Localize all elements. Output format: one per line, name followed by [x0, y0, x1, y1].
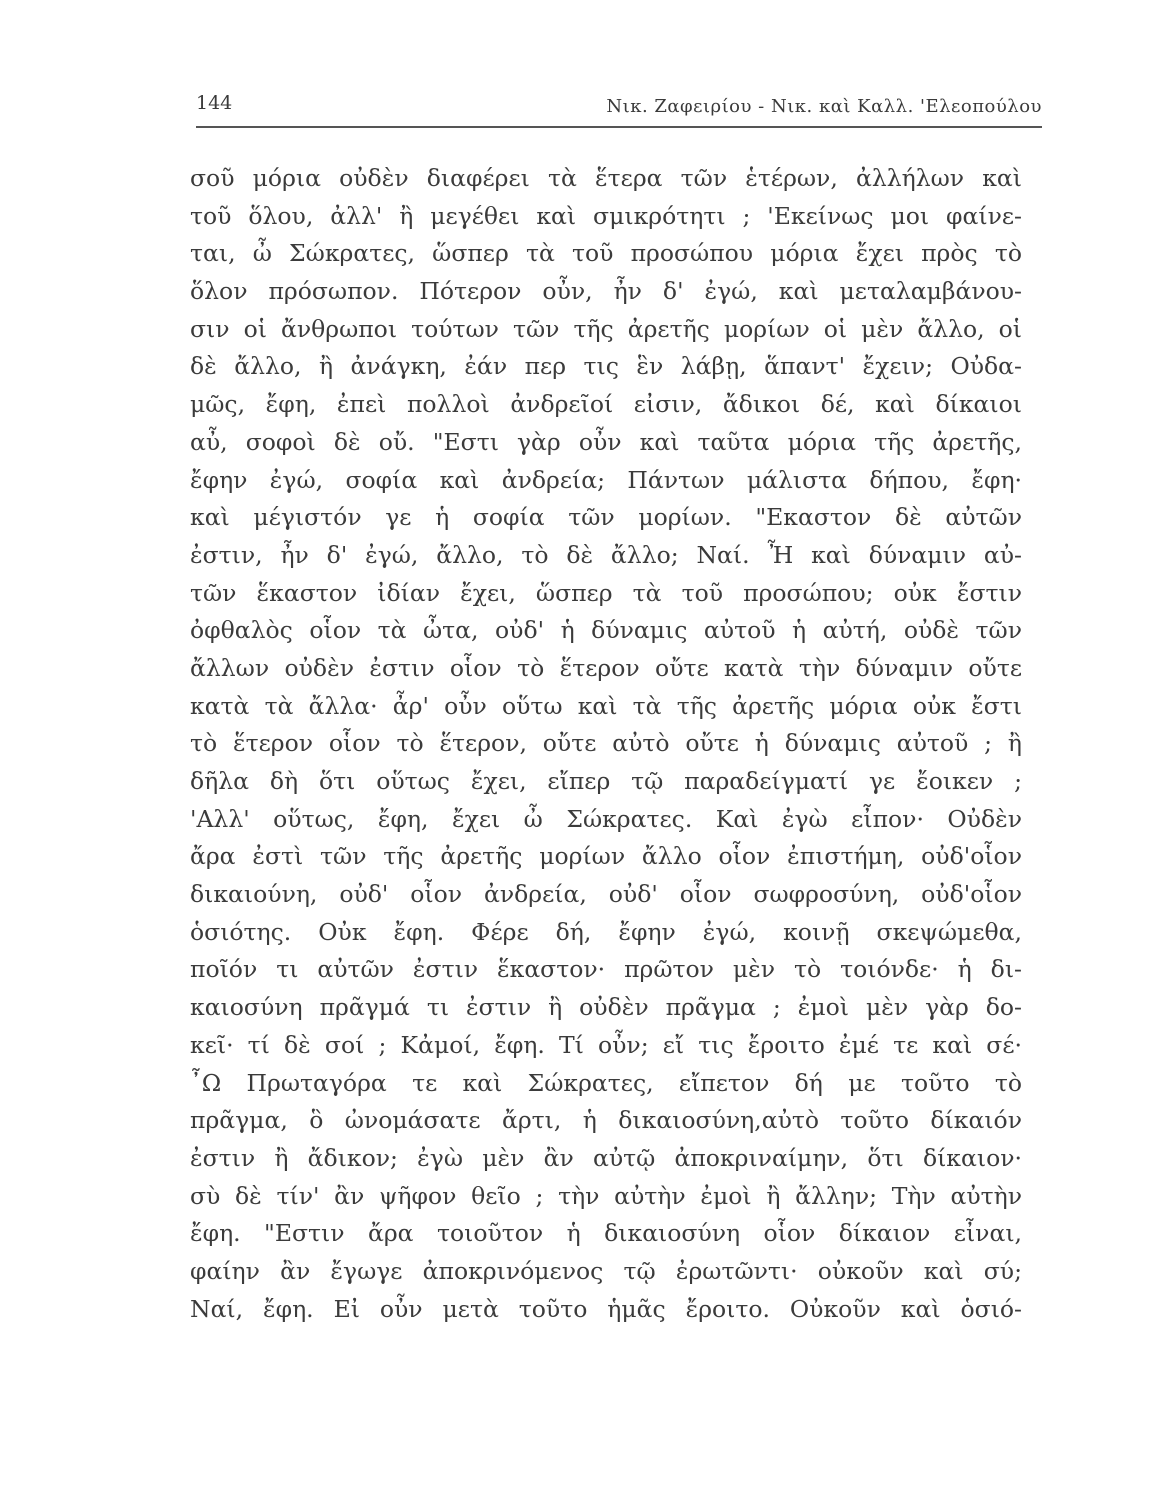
text-line: ἔφη. "Εστιν ἄρα τοιοῦτον ἡ δικαιοσύνη οἷον δίκαιον εἶναι,	[190, 1219, 1022, 1248]
text-line: σιν οἱ ἄνθρωποι τούτων τῶν τῆς ἀρετῆς μορίων οἱ μὲν ἄλλο, οἱ	[190, 314, 1022, 343]
text-line: καὶ μέγιστόν γε ἡ σοφία τῶν μορίων. "Εκαστον δὲ αὐτῶν	[190, 503, 1022, 532]
text-line: δὲ ἄλλο, ἢ ἀνάγκη, ἐάν περ τις ἓν λάβῃ, ἅπαντ' ἔχειν; Οὐδα-	[190, 352, 1022, 381]
text-line: ὁσιότης. Οὐκ ἔφη. Φέρε δή, ἔφην ἐγώ, κοινῇ σκεψώμεθα,	[190, 917, 1022, 946]
text-line: φαίην ἂν ἔγωγε ἀποκρινόμενος τῷ ἐρωτῶντι· οὐκοῦν καὶ σύ;	[190, 1256, 1022, 1285]
text-line: κεῖ· τί δὲ σοί ; Κἀμοί, ἔφη. Τί οὖν; εἴ τις ἔροιτο ἐμέ τε καὶ σέ·	[190, 1030, 1022, 1059]
text-line: μῶς, ἔφη, ἐπεὶ πολλοὶ ἀνδρεῖοί εἰσιν, ἄδικοι δέ, καὶ δίκαιοι	[190, 390, 1022, 419]
page-number: 144	[196, 92, 233, 114]
text-line: δῆλα δὴ ὅτι οὕτως ἔχει, εἴπερ τῷ παραδείγματί γε ἔοικεν ;	[190, 767, 1022, 795]
page-header	[196, 90, 1042, 120]
text-line: δικαιούνη, οὐδ' οἷον ἀνδρεία, οὐδ' οἷον σωφροσύνη, οὐδ'οἷον	[190, 880, 1022, 909]
text-line: ῏Ω Πρωταγόρα τε καὶ Σώκρατες, εἴπετον δή με τοῦτο τὸ	[190, 1068, 1022, 1097]
text-line: ποῖόν τι αὐτῶν ἐστιν ἕκαστον· πρῶτον μὲν τὸ τοιόνδε· ἡ δι-	[190, 955, 1022, 984]
body-text	[190, 160, 1022, 1328]
text-line: ἄρα ἐστὶ τῶν τῆς ἀρετῆς μορίων ἄλλο οἷον ἐπιστήμη, οὐδ'οἷον	[190, 842, 1022, 871]
text-line: τῶν ἕκαστον ἰδίαν ἔχει, ὥσπερ τὰ τοῦ προσώπου; οὐκ ἔστιν	[190, 578, 1022, 607]
header-rule	[196, 126, 1042, 128]
text-line: τοῦ ὅλου, ἀλλ' ἢ μεγέθει καὶ σμικρότητι ; 'Εκείνως μοι φαίνε-	[190, 201, 1022, 230]
text-line: ἐστιν, ἦν δ' ἐγώ, ἄλλο, τὸ δὲ ἄλλο; Ναί. Ἦ καὶ δύναμιν αὐ-	[190, 540, 1022, 569]
text-line: ἄλλων οὐδὲν ἐστιν οἷον τὸ ἕτερον οὔτε κατὰ τὴν δύναμιν οὔτε	[190, 653, 1022, 682]
text-line: σὺ δὲ τίν' ἂν ψῆφον θεῖο ; τὴν αὐτὴν ἐμοὶ ἢ ἄλλην; Τὴν αὐτὴν	[190, 1181, 1022, 1210]
text-line: Ναί, ἔφη. Εἰ οὖν μετὰ τοῦτο ἡμᾶς ἔροιτο. Οὐκοῦν καὶ ὁσιό-	[190, 1294, 1022, 1323]
text-line: 'Αλλ' οὕτως, ἔφη, ἔχει ὦ Σώκρατες. Καὶ ἐγὼ εἶπον· Οὐδὲν	[190, 804, 1022, 833]
text-line: σοῦ μόρια οὐδὲν διαφέρει τὰ ἕτερα τῶν ἑτέρων, ἀλλήλων καὶ	[190, 164, 1022, 192]
text-line: ἔφην ἐγώ, σοφία καὶ ἀνδρεία; Πάντων μάλιστα δήπου, ἔφη·	[190, 465, 1022, 494]
text-line: καιοσύνη πρᾶγμά τι ἐστιν ἢ οὐδὲν πρᾶγμα ; ἐμοὶ μὲν γὰρ δο-	[190, 993, 1022, 1022]
text-line: ὅλον πρόσωπον. Πότερον οὖν, ἦν δ' ἐγώ, καὶ μεταλαμβάνου-	[190, 277, 1022, 306]
text-line: ἐστιν ἢ ἄδικον; ἐγὼ μὲν ἂν αὐτῷ ἀποκριναίμην, ὅτι δίκαιον·	[190, 1143, 1022, 1172]
text-line: τὸ ἕτερον οἷον τὸ ἕτερον, οὔτε αὐτὸ οὔτε ἡ δύναμις αὐτοῦ ; ἢ	[190, 729, 1022, 758]
text-line: πρᾶγμα, ὃ ὠνομάσατε ἄρτι, ἡ δικαιοσύνη,αὐτὸ τοῦτο δίκαιόν	[190, 1106, 1022, 1135]
text-line: ὀφθαλὸς οἷον τὰ ὦτα, οὐδ' ἡ δύναμις αὐτοῦ ἡ αὐτή, οὐδὲ τῶν	[190, 616, 1022, 645]
text-line: αὖ, σοφοὶ δὲ οὔ. "Εστι γὰρ οὖν καὶ ταῦτα μόρια τῆς ἀρετῆς,	[190, 427, 1022, 456]
running-head: Νικ. Ζαφειρίου - Νικ. καὶ Καλλ. 'Ελεοπούλου	[606, 96, 1042, 117]
text-line: ται, ὦ Σώκρατες, ὥσπερ τὰ τοῦ προσώπου μόρια ἔχει πρὸς τὸ	[190, 239, 1022, 268]
text-line: κατὰ τὰ ἄλλα· ἆρ' οὖν οὕτω καὶ τὰ τῆς ἀρετῆς μόρια οὐκ ἔστι	[190, 691, 1022, 720]
